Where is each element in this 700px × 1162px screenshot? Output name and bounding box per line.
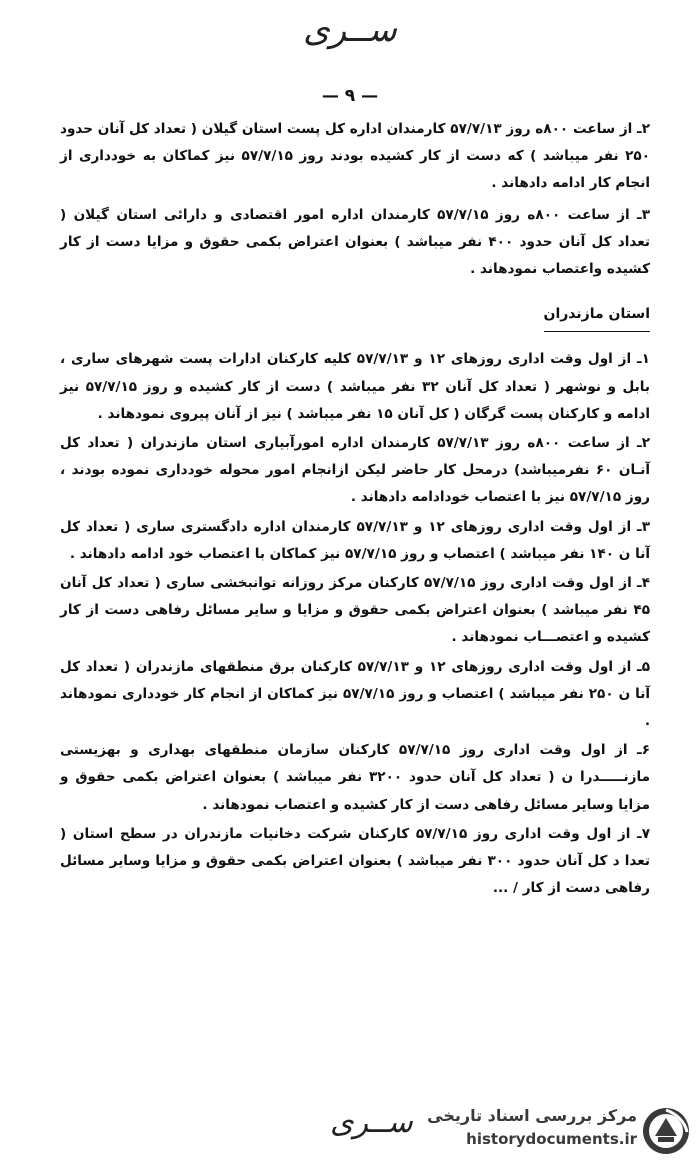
page-number: — ۹ —: [321, 86, 379, 106]
paragraph: ۲ـ از ساعت ۸۰۰ه روز ۵۷/۷/۱۳ کارمندان اداره امورآبیاری استان مازندران ( تعداد کل آنـان ۶۰ نفرمیباشد) درمحل کار حاضر لیکن ازانجام امور محوله خودداری نموده بودند ، روز ۵۷/۷/۱۵ نیز با اعتصاب خودادامه دادهاند .: [60, 435, 650, 506]
paragraph: ۴ـ از اول وقت اداری روز ۵۷/۷/۱۵ کارکنان مرکز روزانه توانبخشی ساری ( تعداد کل آنان ۴۵ نفر میباشد ) بعنوان اعتراض بکمی حقوق و مزایا و سایر مسائل رفاهی دست از کار کشیده و اعتصـــاب نمودهاند .: [60, 575, 650, 646]
paragraph: ۷ـ از اول وقت اداری روز ۵۷/۷/۱۵ کارکنان شرکت دخانیات مازندران در سطح استان ( تعدا د کل آنان حدود ۳۰۰ نفر میباشد ) بعنوان اعتراض بکمی حقوق و مزایا وسایر مسائل رفاهی دست از کار / ...: [60, 825, 651, 897]
classification-stamp-bottom: ســری: [330, 1105, 413, 1140]
paragraph: ۱ـ از اول وقت اداری روزهای ۱۲ و ۵۷/۷/۱۳ کلیه کارکنان ادارات پست شهرهای ساری ، بابل و نوشهر ( تعداد کل آنان ۳۲ نفر میباشد ) دست از کار کشیده و روز ۵۷/۷/۱۵ نیز ادامه و کارکنان پست گرگان ( کل آنان ۱۵ نفر میباشد ) نیز از آنان پیروی نمودهاند .: [60, 351, 650, 422]
section-heading-wrapper: [60, 287, 650, 346]
classification-stamp-top: ســری: [303, 10, 397, 50]
document-body: [60, 116, 650, 904]
section-title: استان مازندران: [544, 301, 651, 332]
paragraph: ۶ـ از اول وقت اداری روز ۵۷/۷/۱۵ کارکنان سازمان منطقهای بهداری و بهزیستی مازنـــــدرا ن ( تعداد کل آنان حدود ۳۲۰۰ نفر میباشد ) بعنوان اعتراض بکمی حقوق و مزایا وسایر مسائل رفاهی دست از کار کشیده و اعتصاب نمودهاند .: [60, 742, 650, 813]
paragraph: ۳ـ از ساعت ۸۰۰ه روز ۵۷/۷/۱۵ کارمندان اداره امور اقتصادی و دارائی استان گیلان ( تعداد کل آنان حدود ۴۰۰ نفر میباشد ) بعنوان اعتراض بکمی حقوق و مزایا دست از کار کشیده واعتصاب نمودهاند .: [60, 206, 650, 278]
archive-seal-icon: [641, 1106, 691, 1156]
paragraph: ۲ـ از ساعت ۸۰۰ه روز ۵۷/۷/۱۳ کارمندان اداره کل پست استان گیلان ( تعداد کل آنان حدود ۲۵۰ نفر میباشد ) که دست از کار کشیده بودند روز ۵۷/۷/۱۵ نیز کماکان به خودداری از انجام کار ادامه دادهاند .: [60, 121, 651, 192]
paragraph: ۵ـ از اول وقت اداری روزهای ۱۲ و ۵۷/۷/۱۳ کارکنان برق منطقهای مازندران ( تعداد کل آنا ن ۲۵۰ نفر میباشد ) اعتصاب و روز ۵۷/۷/۱۵ نیز کماکان از انجام کار خودداری نمودهاند .: [60, 658, 651, 730]
watermark-url: historydocuments.ir: [466, 1130, 637, 1148]
paragraph: ۳ـ از اول وقت اداری روزهای ۱۲ و ۵۷/۷/۱۳ کارمندان اداره دادگستری ساری ( تعداد کل آنا ن ۱۴۰ نفر میباشد ) اعتصاب و روز ۵۷/۷/۱۵ نیز کماکان با اعتصاب خود ادامه دادهاند .: [60, 518, 650, 562]
watermark: [427, 1104, 695, 1156]
watermark-title: مرکز بررسی اسناد تاریخی: [427, 1106, 637, 1125]
